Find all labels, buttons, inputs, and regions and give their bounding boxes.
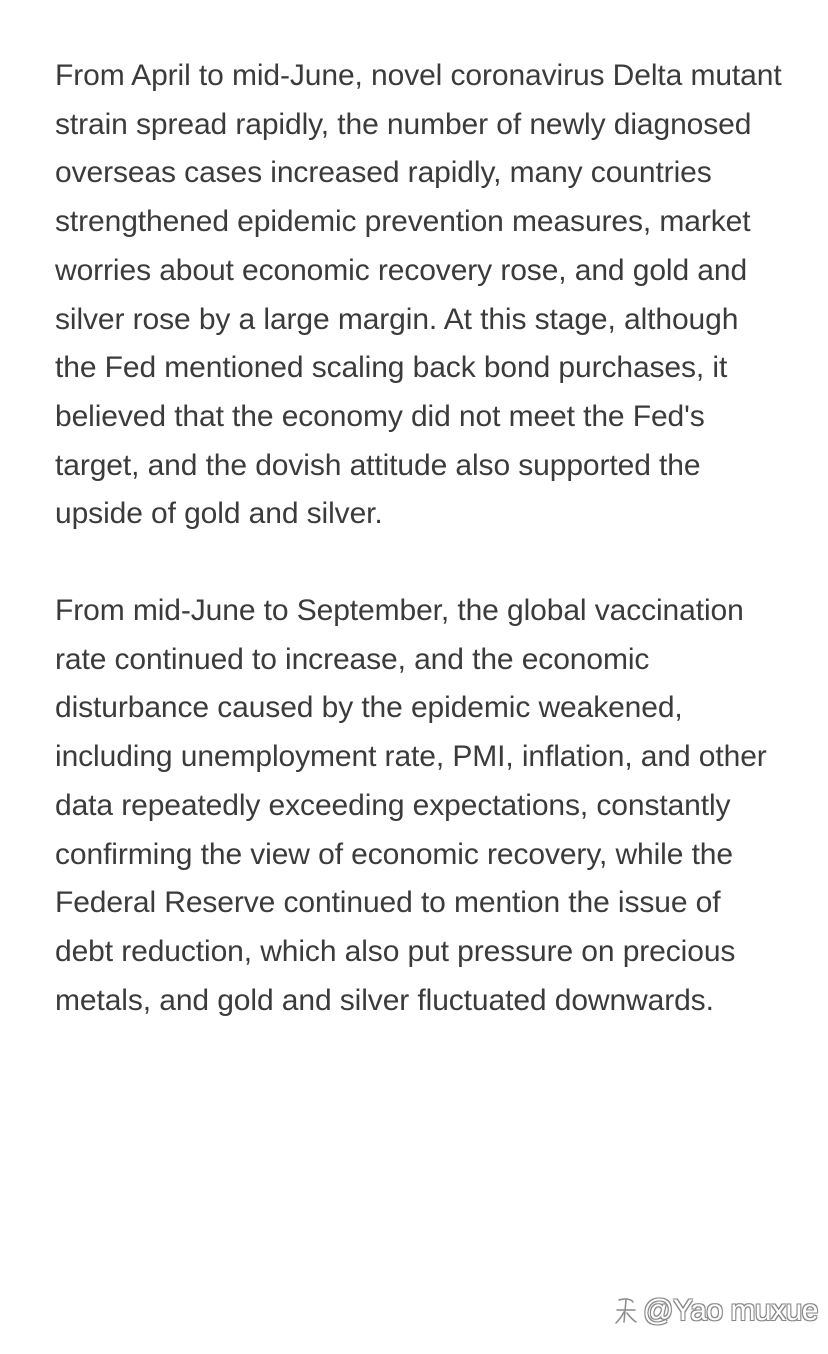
paragraph-2: From mid-June to September, the global vaccination rate continued to increase, and the economic disturbance caused by the epidemic weakened, including unemployment rate, PMI, inflation, and other data repeatedly exceeding expectations, constantly confirming the view of economic recovery, while the Federal Reserve continued to mention the issue of debt reduction, which also put pressure on precious metals, and gold and silver fluctuated downwards. — [55, 594, 767, 1017]
watermark — [613, 1294, 818, 1328]
article-body — [55, 52, 785, 1025]
zhihu-logo-icon — [613, 1296, 639, 1326]
watermark-text: @Yao muxue — [643, 1294, 818, 1327]
paragraph-1: From April to mid-June, novel coronavirus Delta mutant strain spread rapidly, the number of newly diagnosed overseas cases increased rapidly, many countries strengthened epidemic prevention measures, market worries about economic recovery rose, and gold and silver rose by a large margin. At this stage, although the Fed mentioned scaling back bond purchases, it believed that the economy did not meet the Fed's target, and the dovish attitude also supported the upside of gold and silver. — [55, 59, 782, 531]
